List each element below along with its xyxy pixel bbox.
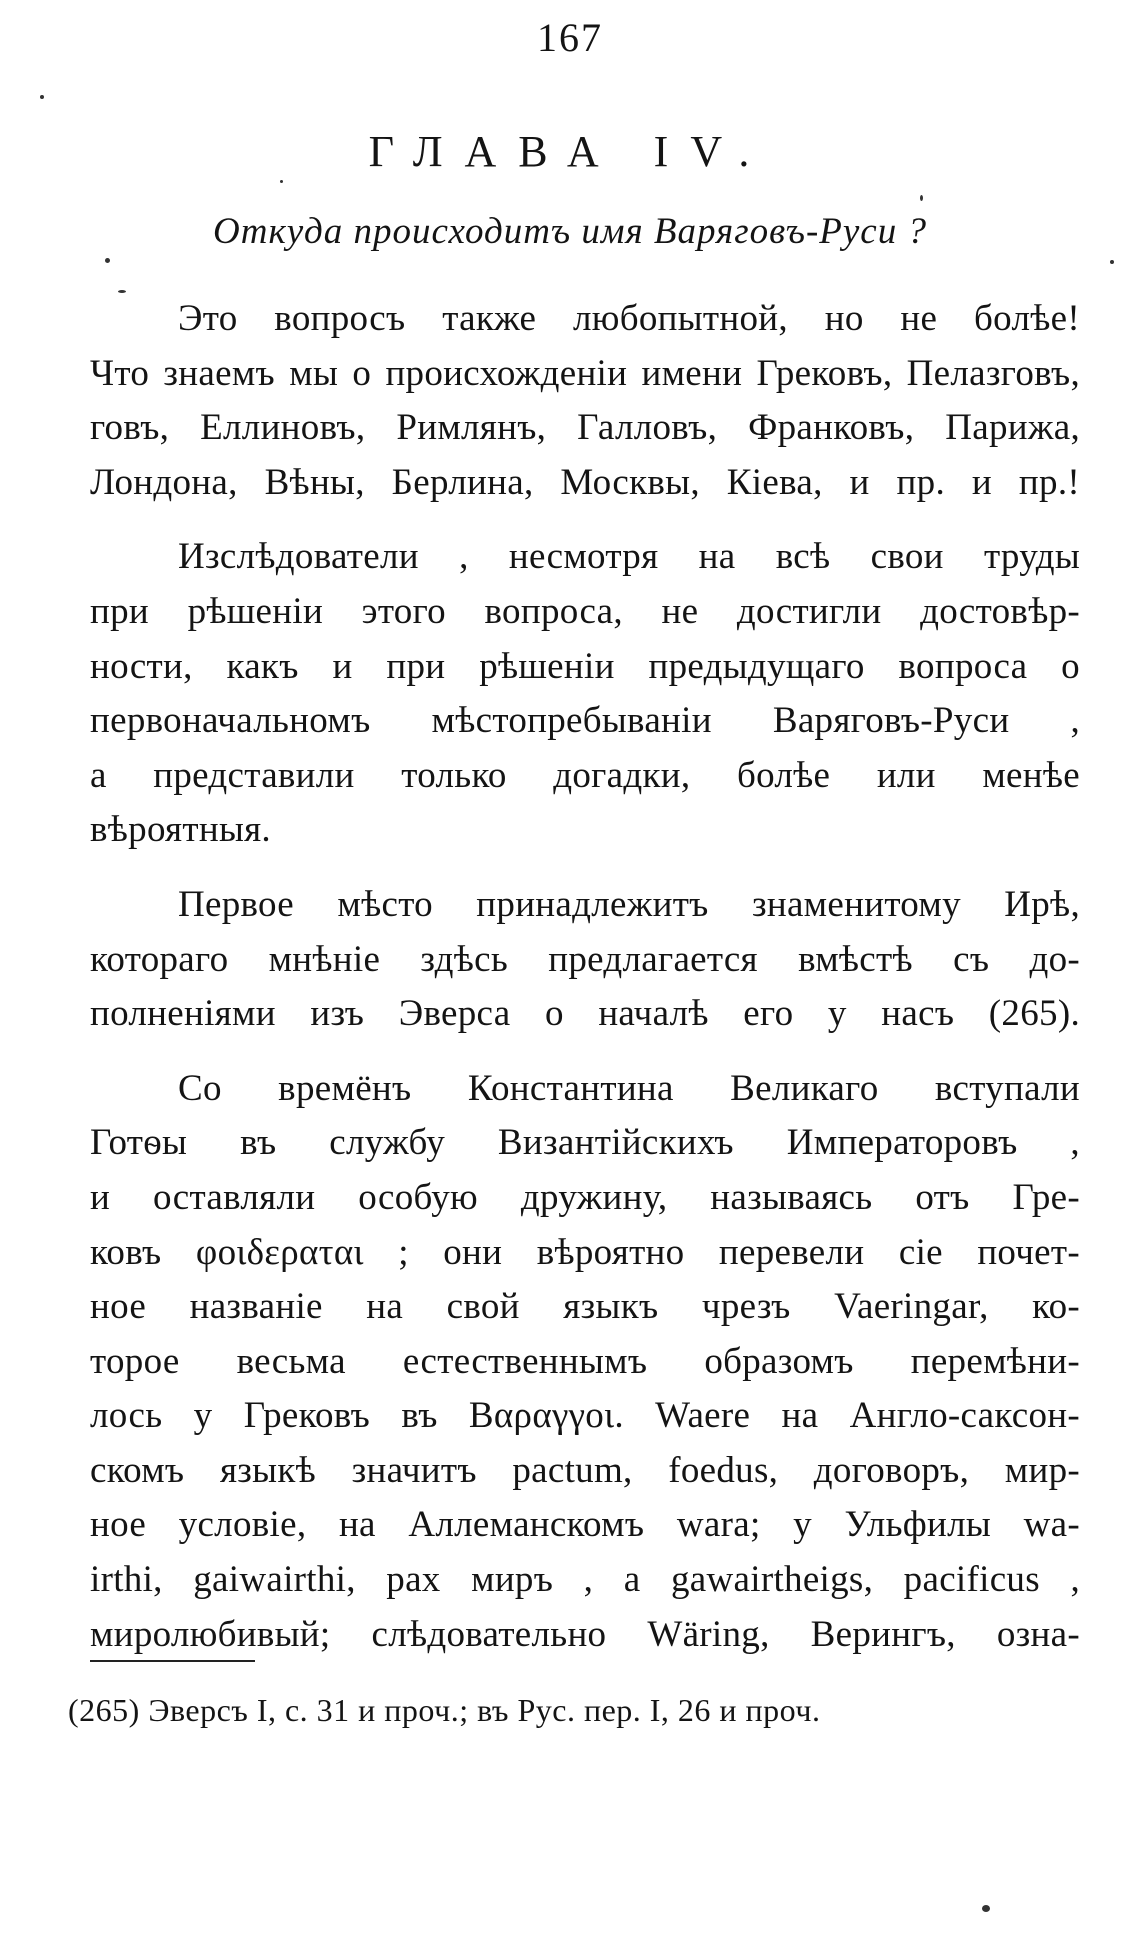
print-speck — [920, 195, 923, 201]
text-line: полненіями изъ Эверса о началѣ его у насъ (265). — [90, 993, 1080, 1035]
text-line: Первое мѣсто принадлежитъ знаменитому Ирѣ, — [178, 883, 1080, 925]
print-speck — [280, 180, 283, 183]
text-line: ное условіе, на Аллеманскомъ wara; у Ульфилы wa- — [90, 1504, 1080, 1546]
paragraph-1 — [90, 292, 1080, 510]
footnote-divider — [90, 1660, 255, 1662]
print-speck — [1110, 260, 1114, 264]
text-line: котораго мнѣніе здѣсь предлагается вмѣстѣ съ до- — [90, 938, 1080, 980]
text-line: а представили только догадки, болѣе или менѣе — [90, 754, 1080, 796]
paragraph-4 — [90, 1062, 1080, 1663]
paragraph-3 — [90, 878, 1080, 1042]
print-speck — [982, 1905, 990, 1912]
text-line: и оставляли особую дружину, называясь отъ Гре- — [90, 1176, 1080, 1218]
chapter-subtitle: Откуда происходитъ имя Варяговъ-Руси ? — [213, 211, 927, 252]
text-line: ное названіе на свой языкъ чрезъ Vaeringar, ко- — [90, 1286, 1080, 1328]
text-line: миролюбивый; слѣдовательно Wäring, Верингъ, озна- — [90, 1613, 1080, 1655]
text-line: вѣроятныя. — [90, 809, 271, 851]
text-line: Готѳы въ службу Византійскихъ Императоровъ , — [90, 1122, 1080, 1164]
text-line: Это вопросъ также любопытной, но не болѣе! — [178, 298, 1080, 339]
page-number: 167 — [537, 15, 603, 60]
text-line: Со времёнъ Константина Великаго вступали — [178, 1067, 1080, 1109]
text-line: лось у Грековъ въ Βαραγγοι. Waere на Англо-саксон- — [90, 1395, 1080, 1437]
print-speck — [105, 258, 110, 263]
paragraph-2 — [90, 530, 1080, 858]
text-line: первоначальномъ мѣстопребываніи Варяговъ-Руси , — [90, 700, 1080, 742]
text-line: говъ, Еллиновъ, Римлянъ, Галловъ, Франковъ, Парижа, — [90, 407, 1080, 449]
text-line: скомъ языкѣ значитъ pactum, foedus, договоръ, мир- — [90, 1449, 1080, 1491]
print-speck — [40, 95, 44, 99]
footnote: (265) Эверсъ I, с. 31 и проч.; въ Рус. пер. I, 26 и проч. — [68, 1692, 821, 1728]
print-speck — [118, 290, 126, 293]
text-line: при рѣшеніи этого вопроса, не достигли достовѣр- — [90, 590, 1080, 632]
chapter-heading: ГЛАВА IV. — [368, 127, 772, 176]
text-line: ности, какъ и при рѣшеніи предыдущаго вопроса о — [90, 645, 1080, 687]
text-line: irthi, gaiwairthi, pax миръ , a gawairtheigs, pacificus , — [90, 1559, 1080, 1601]
text-line: ковъ φοιδεραται ; они вѣроятно перевели сіе почет- — [90, 1231, 1080, 1273]
text-line: Лондона, Вѣны, Берлина, Москвы, Кіева, и пр. и пр.! — [90, 461, 1080, 503]
body-text — [90, 292, 1080, 1662]
text-line: Изслѣдователи , несмотря на всѣ свои труды — [178, 536, 1080, 578]
text-line: Что знаемъ мы о происхожденіи имени Грековъ, Пелазговъ, — [90, 352, 1080, 394]
text-line: торое весьма естественнымъ образомъ перемѣни- — [90, 1340, 1080, 1382]
